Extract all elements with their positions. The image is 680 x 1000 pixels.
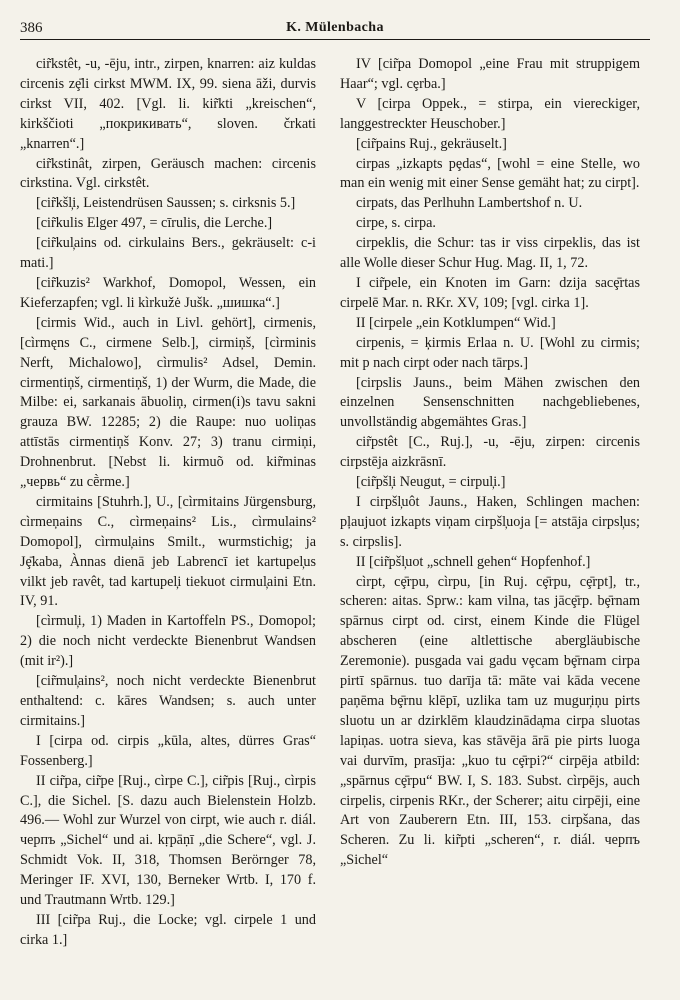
dictionary-entry: I cir̃pele, ein Knoten im Garn: dzija sacȩ̄rtas cirpelē Mar. n. RKr. XV, 109; [vgl. cirka 1]. [340,274,640,311]
dictionary-entry: [cir̃mul̦ains², noch nicht verdeckte Bienenbrut enthaltend: c. kāres Wandsen; s. auch unter cirmitains.] [20,673,316,729]
dictionary-entry: cirpats, das Perlhuhn Lambertshof n. U. [356,195,583,212]
dictionary-entry: [cir̃kul̦ains od. cirkulains Bers., gekräuselt: c-i mati.] [20,235,316,272]
dictionary-entry: II [cirpele „ein Kotklumpen“ Wid.] [356,314,556,331]
dictionary-entry: cirmitains [Stuhrh.], U., [cìrmitains Jürgensburg, cìrmeņains C., cìrmeņains² Lis., cìrmulains² Domopol], cìrmul̦ains Smilt., wurmstichig; ja Jȩ̄kaba, Ànnas dienā jeb Labrencī iet kartupel̦us vilkt jeb ravêt, tad kartupel̦i tiekuot cirmul̦aini Etn. IV, 91. [20,493,316,610]
dictionary-entry: I cirpšl̦uôt Jauns., Haken, Schlingen machen: pļaujuot izkapts viņam cirpšl̦uoja [= atstāja cirpsl̦us; s. cirpslis]. [340,493,640,550]
dictionary-entry: cir̃kstêt, -u, -ēju, intr., zirpen, knarren: aiz kuldas circenis zȩ̄li cirkst MWM. IX, 99. siena āži, durvis cirkst VII, 402. [Vgl. li. kir̃kti „kreischen“, kirkščioti „покрикивать“, sloven. črkati „knarren“.] [20,56,316,152]
dictionary-entry: cir̃kstinât, zirpen, Geräusch machen: circenis cirkstina. Vgl. cirkstêt. [20,155,316,192]
dictionary-entry: cirpas „izkapts pȩdas“, [wohl = eine Stelle, wo man ein wenig mit einer Sense gemäht hat; zu cirpt]. [340,155,640,192]
dictionary-entry: [cir̃pains Ruj., gekräuselt.] [356,135,507,152]
dictionary-entry: cirpenis, = ķirmis Erlaa n. U. [Wohl zu cirmis; mit p nach cirpt oder nach tārps.] [340,334,640,371]
right-column [340,55,640,871]
dictionary-entry: IV [cir̃pa Domopol „eine Frau mit struppigem Haar“; vgl. cȩrba.] [340,56,640,92]
page-number: 386 [20,20,43,36]
dictionary-entry: III [cir̃pa Ruj., die Locke; vgl. cirpele 1 und cirka 1.] [20,911,316,948]
dictionary-entry: cìrpt, cȩ̄rpu, cìrpu, [in Ruj. cȩ̄rpu, cȩ̄rpt], tr., scheren: aitas. Sprw.: kam vilna, tas jācȩ̄rp. bȩ̄rnam spārnus cirpt od. cirst, einem Kinde die Flügel abscheren (eine altlettische abergläubische Zeremonie). pusgada vai gadu vȩcam bȩ̄rnam cirpa pirtī spārnus. tuo darīja tā: māte vai kāda vecene paņēma bȩ̄rnu klēpī, uzlika tam uz mugur̦iņu pirts sluotu un ar dzirklēm klaudzināda̦ma cirpa sluotas lapiņas. uotra sieva, kas stāvēja ārā pie pirts luoga vai durvīm, prasīja: „kuo tu cȩ̄rpi?“ cirpēja atbild: „spārnus cȩ̄rpu“ BW. I, S. 183. Subst. cìrpējs, auch cirpelis, cirpenis RKr., der Scherer; aitu cirpēji, eine Art von Zauberern Etn. III, 153. cirpšana, das Scheren. Zu li. kir̃pti „scheren“, r. diál. черпъ „Sichel“ [340,573,640,869]
dictionary-entry: [cir̃pšl̦i Neugut, = cirpul̦i.] [356,474,506,491]
header-rule [20,39,650,40]
dictionary-entry: [cir̃kšl̦i, Leistendrüsen Saussen; s. cirksnis 5.] [36,195,296,212]
page-header [20,18,650,40]
dictionary-entry: [cir̃kuzis² Warkhof, Domopol, Wessen, ein Kieferzapfen; vgl. li kìrkužė Jušk. „шишка“.] [20,274,316,311]
running-title: K. Mülenbacha [286,20,384,35]
dictionary-entry: cir̃pstêt [C., Ruj.], -u, -ēju, zirpen: circenis cirpstēja aizkrāsnī. [340,434,640,471]
dictionary-entry: cirpeklis, die Schur: tas ir viss cirpeklis, das ist alle Wolle dieser Schur Hug. Mag. II, 1, 72. [340,235,640,272]
dictionary-entry: [cirmis Wid., auch in Livl. gehört], cirmenis, [cìrmęns C., cirmene Selb.], cirmiņš, [cìrminis Nerft, Michalowo], cìrmulis² Adsel, Demin. cirmentiņš, cirmentiņš, 1) der Wurm, die Made, die Milbe: ei, sarkanais ābuoliņ, cirmen(i)s tavu sakni grauza BW. 12285; 2) die Raupe: nuo uoliņas attīstās cirmentiņš Konv. 27; 3) tranu cirmiņi, Drohnenbrut. [Nebst li. kirmuõ od. kir̃minas „червь“ zu cḕrme.] [20,314,316,491]
dictionary-entry: cirpe, s. cirpa. [356,215,436,232]
dictionary-entry: V [cirpa Oppek., = stirpa, ein viereckiger, langgestreckter Heuschober.] [340,95,640,132]
left-column [20,55,316,951]
dictionary-entry: II cir̃pa, cir̃pe [Ruj., cìrpe C.], cir̃pis [Ruj., cìrpis C.], die Sichel. [S. dazu auch Bielenstein Holzb. 496.— Wohl zur Wurzel von cirpt, wie auch r. diál. черпъ „Sichel“ und ai. kṛpāṇī „die Schere“, vgl. J. Schmidt Vok. II, 318, Thomsen Berörnger 78, Meringer IF. XVI, 130, Berneker Wrtb. I, 170 f. und Trautmann Wrtb. 129.] [20,772,316,909]
dictionary-entry: II [cir̃pšl̦uot „schnell gehen“ Hopfenhof.] [356,553,591,570]
dictionary-entry: [cirpslis Jauns., beim Mähen zwischen den einzelnen Sensenschnitten nachgebliebenes, unvollständig abgemähtes Gras.] [340,374,640,431]
dictionary-entry: I [cirpa od. cirpis „kūla, altes, dürres Gras“ Fossenberg.] [20,732,316,769]
dictionary-entry: [cir̃kulis Elger 497, = cīrulis, die Lerche.] [36,215,273,232]
dictionary-entry: [cìrmul̦i, 1) Maden in Kartoffeln PS., Domopol; 2) die noch nicht verdeckte Bienenbrut Wandsen (mit ir²).] [20,613,316,670]
